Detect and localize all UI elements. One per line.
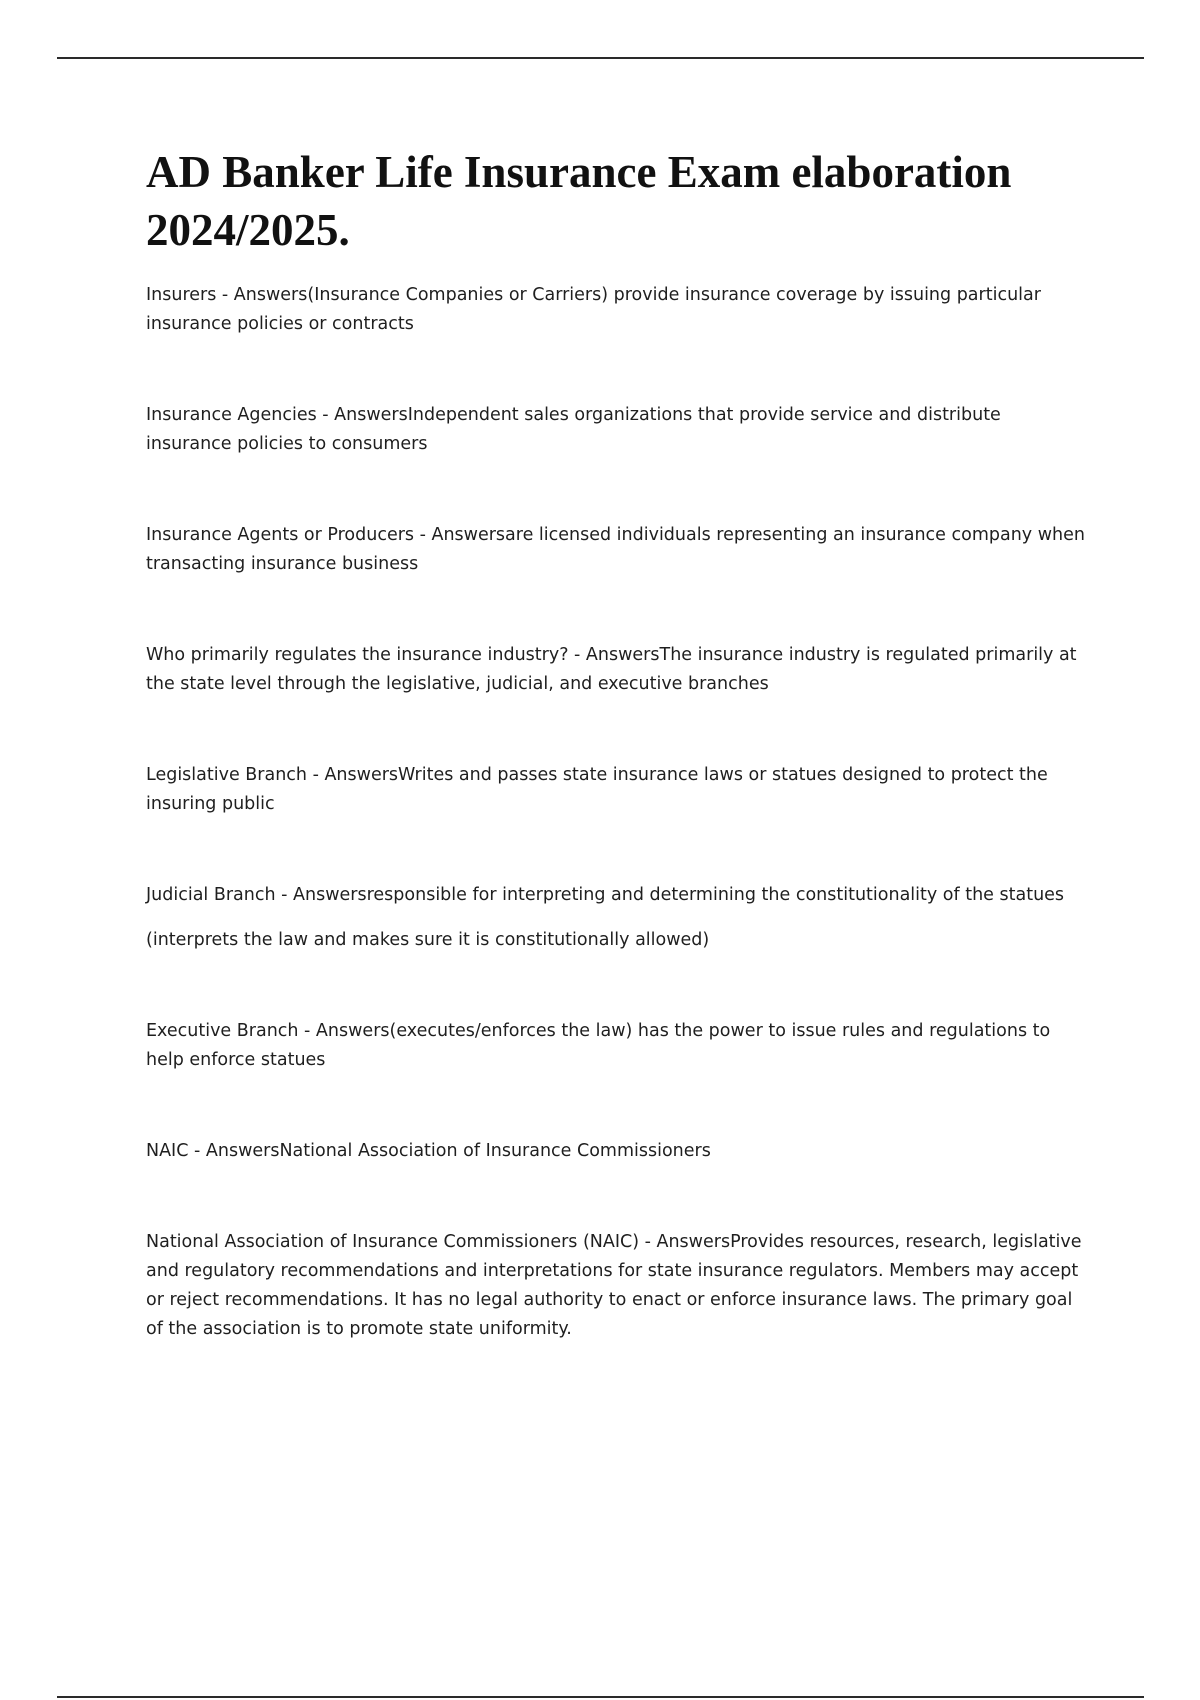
entry-insurers [146, 281, 1091, 339]
entry-insurance-agents [146, 521, 1091, 579]
entry-regulation [146, 641, 1091, 699]
document-body [146, 143, 1091, 1406]
entry-naic-detail [146, 1228, 1091, 1344]
bottom-rule [57, 1696, 1144, 1698]
entry-legislative-branch [146, 761, 1091, 819]
entry-naic [146, 1137, 1091, 1166]
document-title: AD Banker Life Insurance Exam elaboration 2024/2025. [146, 147, 1012, 255]
entry-insurance-agencies [146, 401, 1091, 459]
entry-text: Who primarily regulates the insurance industry? - AnswersThe insurance industry is regulated primarily at the state level through the legislative, judicial, and executive branches [146, 645, 1077, 694]
entry-text: NAIC - AnswersNational Association of Insurance Commissioners [146, 1141, 711, 1161]
entry-text: Insurers - Answers(Insurance Companies or Carriers) provide insurance coverage by issuing particular insurance policies or contracts [146, 285, 1041, 334]
entry-text: Legislative Branch - AnswersWrites and passes state insurance laws or statues designed to protect the insuring public [146, 765, 1048, 814]
entry-executive-branch [146, 1017, 1091, 1075]
entry-text: Executive Branch - Answers(executes/enforces the law) has the power to issue rules and regulations to help enforce statues [146, 1021, 1051, 1070]
top-rule [57, 57, 1144, 59]
entry-text: Insurance Agents or Producers - Answersare licensed individuals representing an insurance company when transacting insurance business [146, 525, 1085, 574]
entry-judicial-branch [146, 881, 1091, 955]
entry-text: National Association of Insurance Commissioners (NAIC) - AnswersProvides resources, research, legislative and regulatory recommendations and interpretations for state insurance regulators. Members may accept or reject recommendations. It has no legal authority to enact or enforce insurance laws. The primary goal of the association is to promote state uniformity. [146, 1232, 1082, 1339]
entry-text: Judicial Branch - Answersresponsible for interpreting and determining the constitutionality of the statues [146, 885, 1065, 905]
entry-extra-text: (interprets the law and makes sure it is constitutionally allowed) [146, 930, 710, 950]
entry-text: Insurance Agencies - AnswersIndependent sales organizations that provide service and distribute insurance policies to consumers [146, 405, 1001, 454]
